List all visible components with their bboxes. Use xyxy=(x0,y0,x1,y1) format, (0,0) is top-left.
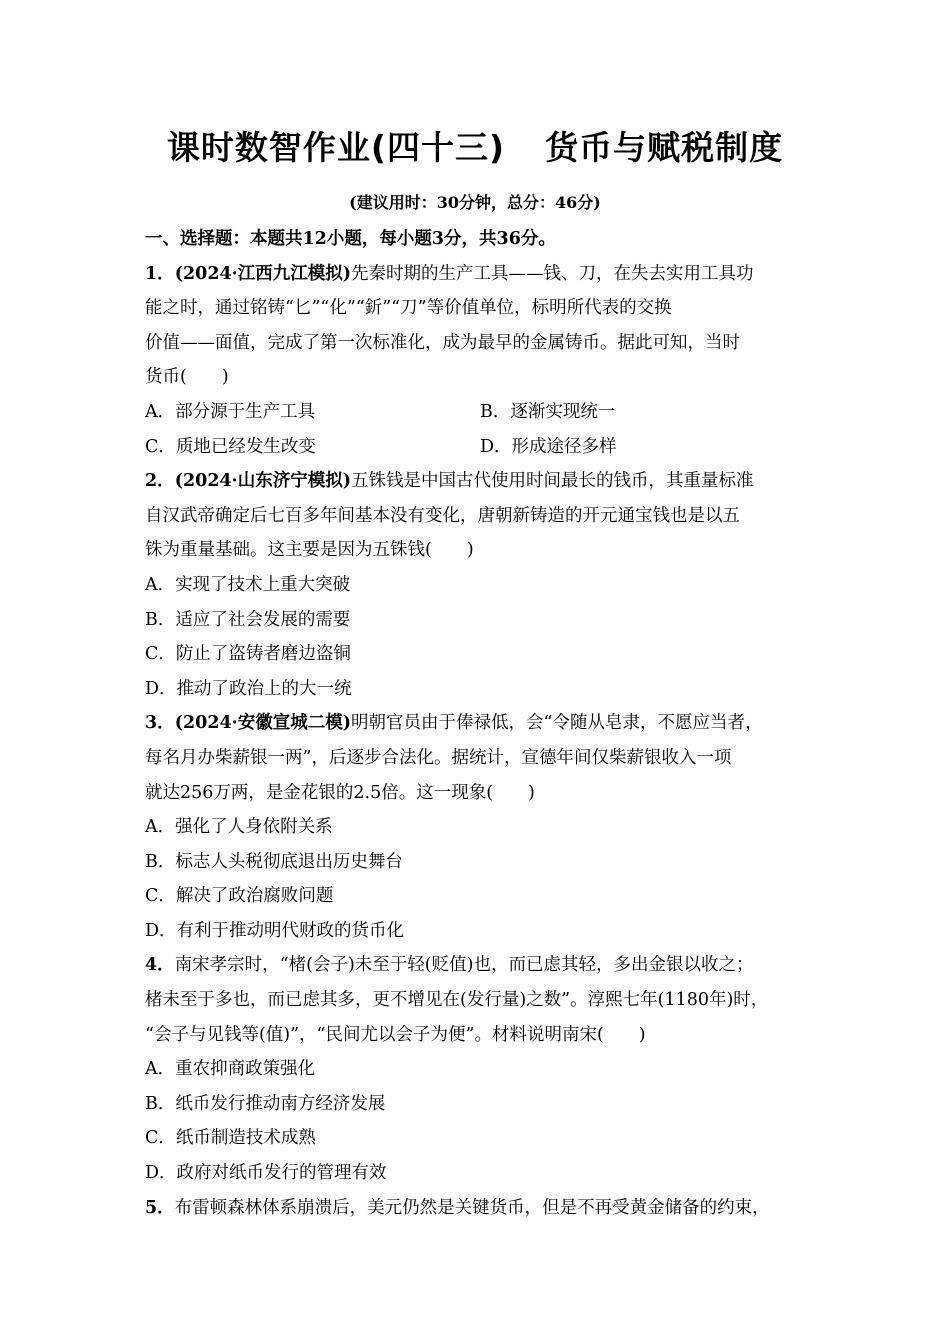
option-c: C．质地已经发生改变 xyxy=(145,436,316,457)
option-b: B．标志人头税彻底退出历史舞台 xyxy=(145,851,403,872)
question-1-line-1: 1．(2024·江西九江模拟)先秦时期的生产工具——钱、刀，在失去实用工具功 xyxy=(145,263,754,284)
option-c: C．解决了政治腐败问题 xyxy=(145,886,334,907)
option-a: A．实现了技术上重大突破 xyxy=(145,574,351,595)
question-1-line-3: 价值——面值，完成了第一次标准化，成为最早的金属铸币。据此可知，当时 xyxy=(145,332,740,353)
question-1-line-4: 货币( ) xyxy=(145,367,229,388)
question-1-options-row-2 xyxy=(145,430,825,465)
question-5-line-1: 5．布雷顿森林体系崩溃后，美元仍然是关键货币，但是不再受黄金储备的约束， xyxy=(145,1197,770,1218)
option-c: C．纸币制造技术成熟 xyxy=(145,1128,316,1149)
question-2-line-1: 2．(2024·山东济宁模拟)五铢钱是中国古代使用时间最长的钱币，其重量标准 xyxy=(145,471,754,492)
question-3-line-1: 3．(2024·安徽宣城二模)明朝官员由于俸禄低，会“令随从皂隶，不愿应当者， xyxy=(145,713,763,734)
question-4-line-1: 4．南宋孝宗时，“楮(会子)未至于轻(贬值)也，而已虑其轻，多出金银以收之； xyxy=(145,955,754,976)
question-4-line-3: “会子与见钱等(值)”，“民间尤以会子为便”。材料说明南宋( ) xyxy=(145,1024,646,1045)
question-3-line-2: 每名月办柴薪银一两”，后逐步合法化。据统计，宣德年间仅柴薪银收入一项 xyxy=(145,747,732,768)
question-1-line-2: 能之时，通过铭铸“匕”“化”“釿”“刀”等价值单位，标明所代表的交换 xyxy=(145,298,672,319)
option-d: D．政府对纸币发行的管理有效 xyxy=(145,1163,387,1184)
option-a: A．强化了人身依附关系 xyxy=(145,817,333,838)
option-d: D．有利于推动明代财政的货币化 xyxy=(145,920,405,941)
option-c: C．防止了盗铸者磨边盗铜 xyxy=(145,644,351,665)
question-2-line-3: 铢为重量基础。这主要是因为五铢钱( ) xyxy=(145,540,474,561)
question-2-line-2: 自汉武帝确定后七百多年间基本没有变化，唐朝新铸造的开元通宝钱也是以五 xyxy=(145,505,740,526)
option-a: A．重农抑商政策强化 xyxy=(145,1059,316,1080)
option-b: B．纸币发行推动南方经济发展 xyxy=(145,1093,386,1114)
option-b: B．适应了社会发展的需要 xyxy=(145,609,351,630)
title-topic: 货币与赋税制度 xyxy=(545,128,784,167)
page-title xyxy=(0,122,950,169)
section-heading: 一、选择题：本题共12小题，每小题3分，共36分。 xyxy=(145,229,556,249)
option-b: B．逐渐实现统一 xyxy=(480,401,616,422)
time-and-score-note: (建议用时：30分钟，总分：46分) xyxy=(349,193,601,212)
question-1-options-row-1 xyxy=(145,395,825,430)
question-source: (2024·山东济宁模拟) xyxy=(174,471,352,492)
question-4-line-2: 楮未至于多也，而已虑其多，更不增见在(发行量)之数”。淳熙七年(1180年)时， xyxy=(145,990,769,1011)
option-d: D．形成途径多样 xyxy=(480,436,617,457)
question-source: (2024·安徽宣城二模) xyxy=(174,713,352,734)
title-series: 课时数智作业(四十三) xyxy=(166,128,506,167)
question-source: (2024·江西九江模拟) xyxy=(174,263,352,284)
option-d: D．推动了政治上的大一统 xyxy=(145,678,352,699)
option-a: A．部分源于生产工具 xyxy=(145,401,316,422)
question-content xyxy=(145,222,825,1225)
question-3-line-3: 就达256万两，是金花银的2.5倍。这一现象( ) xyxy=(145,782,535,803)
